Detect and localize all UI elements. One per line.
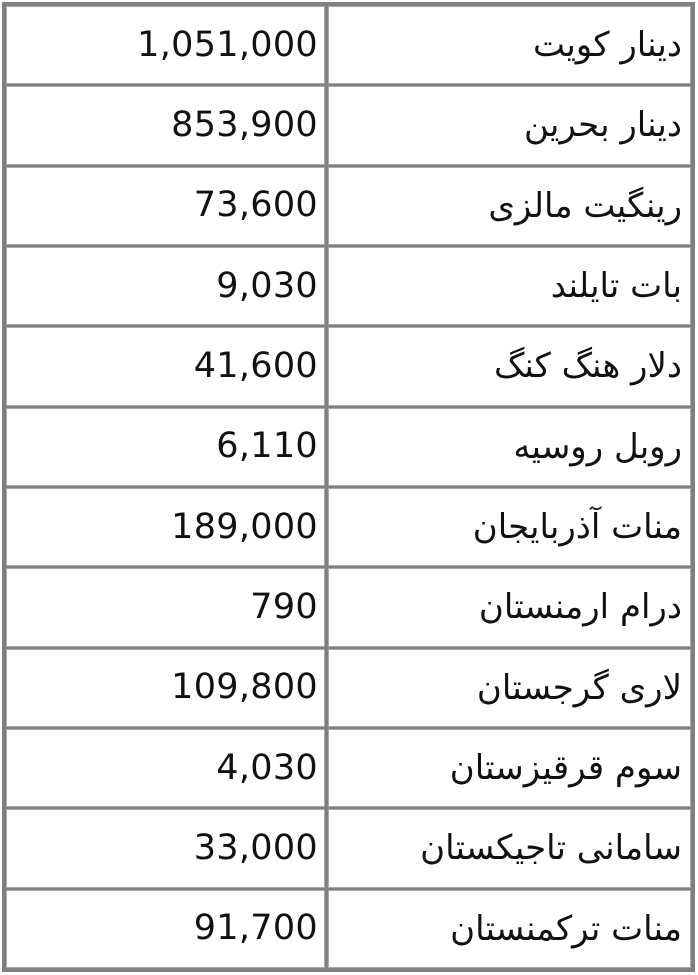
currency-name-cell: منات ترکمنستان [328,890,691,968]
table-row [6,86,691,164]
currency-name-cell: منات آذربایجان [328,488,691,566]
table-row [6,568,691,646]
table-row [6,167,691,245]
price-cell: 41,600 [6,327,325,405]
price-cell: 853,900 [6,86,325,164]
price-cell: 33,000 [6,809,325,887]
table-row [6,327,691,405]
table-row [6,649,691,727]
currency-name-cell: سوم قرقیزستان [328,729,691,807]
price-cell: 9,030 [6,247,325,325]
currency-name-cell: لاری گرجستان [328,649,691,727]
price-cell: 91,700 [6,890,325,968]
currency-name-cell: رینگیت مالزی [328,167,691,245]
table-row [6,890,691,968]
price-cell: 189,000 [6,488,325,566]
table-row [6,6,691,84]
table-row [6,408,691,486]
currency-name-cell: دلار هنگ کنگ [328,327,691,405]
price-cell: 73,600 [6,167,325,245]
table-row [6,729,691,807]
price-cell: 1,051,000 [6,6,325,84]
price-cell: 6,110 [6,408,325,486]
table-row [6,809,691,887]
price-cell: 790 [6,568,325,646]
currency-name-cell: دینار بحرین [328,86,691,164]
table-row [6,247,691,325]
currency-rate-table [2,2,695,972]
price-cell: 109,800 [6,649,325,727]
currency-name-cell: روبل روسیه [328,408,691,486]
table-row [6,488,691,566]
price-cell: 4,030 [6,729,325,807]
currency-name-cell: سامانی تاجیکستان [328,809,691,887]
currency-name-cell: دینار کویت [328,6,691,84]
currency-name-cell: درام ارمنستان [328,568,691,646]
currency-name-cell: بات تایلند [328,247,691,325]
